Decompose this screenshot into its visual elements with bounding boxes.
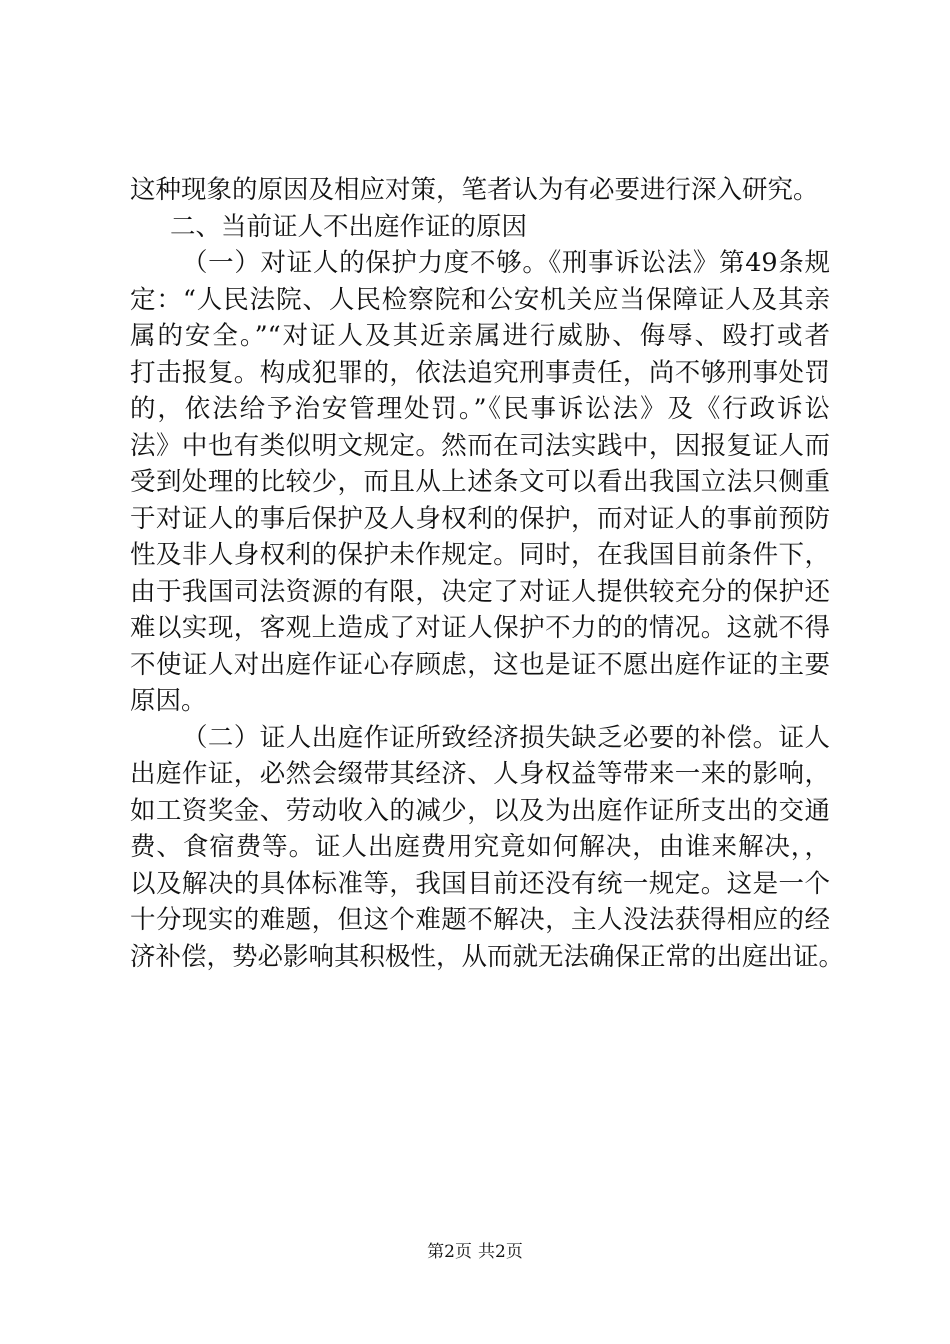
document-body bbox=[130, 172, 845, 975]
page-footer bbox=[0, 1240, 950, 1264]
paragraph-line: 法》中也有类似明文规定。然而在司法实践中，因报复证人而 bbox=[130, 430, 830, 461]
paragraph-line: 济补偿，势必影响其积极性，从而就无法确保正常的出庭出证。 bbox=[130, 941, 845, 972]
paragraph-line: 于对证人的事后保护及人身权利的保护，而对证人的事前预防 bbox=[130, 503, 830, 534]
paragraph-line: 由于我国司法资源的有限，决定了对证人提供较充分的保护还 bbox=[130, 576, 830, 607]
paragraph-line: 以及解决的具体标准等，我国目前还没有统一规定。这是一个 bbox=[130, 868, 830, 899]
paragraph-line: 性及非人身权利的保护未作规定。同时，在我国目前条件下， bbox=[130, 540, 830, 570]
paragraph-line: （二）证人出庭作证所致经济损失缺乏必要的补偿。证人 bbox=[182, 722, 830, 753]
page-number: 第2页 bbox=[427, 1242, 472, 1262]
paragraph-line: 费、食宿费等。证人出庭费用究竟如何解决，由谁来解决，， bbox=[130, 832, 830, 862]
paragraph-line: （一）对证人的保护力度不够。《刑事诉讼法》第49条规 bbox=[182, 248, 830, 278]
paragraph-line: 难以实现，客观上造成了对证人保护不力的的情况。这就不得 bbox=[130, 613, 830, 643]
paragraph-line: 原因。 bbox=[130, 686, 207, 716]
paragraph-line: 受到处理的比较少，而且从上述条文可以看出我国立法只侧重 bbox=[130, 467, 830, 497]
paragraph-line: 定：“人民法院、人民检察院和公安机关应当保障证人及其亲 bbox=[130, 284, 830, 315]
section-heading: 二、当前证人不出庭作证的原因 bbox=[170, 211, 528, 242]
paragraph-line: 的，依法给予治安管理处罚。”《民事诉讼法》及《行政诉讼 bbox=[130, 394, 830, 424]
paragraph-line: 出庭作证，必然会缀带其经济、人身权益等带来一来的影响， bbox=[130, 759, 830, 789]
paragraph-line: 不使证人对出庭作证心存顾虑，这也是证不愿出庭作证的主要 bbox=[130, 649, 830, 680]
paragraph-line: 如工资奖金、劳动收入的减少，以及为出庭作证所支出的交通 bbox=[130, 795, 830, 826]
paragraph-line: 打击报复。构成犯罪的，依法追究刑事责任，尚不够刑事处罚 bbox=[130, 357, 830, 388]
paragraph-line: 属的安全。”“对证人及其近亲属进行威胁、侮辱、殴打或者 bbox=[130, 321, 830, 351]
page-total: 共2页 bbox=[478, 1242, 523, 1262]
paragraph-line: 十分现实的难题，但这个难题不解决，主人没法获得相应的经 bbox=[130, 905, 830, 935]
paragraph-line: 这种现象的原因及相应对策，笔者认为有必要进行深入研究。 bbox=[130, 175, 819, 205]
